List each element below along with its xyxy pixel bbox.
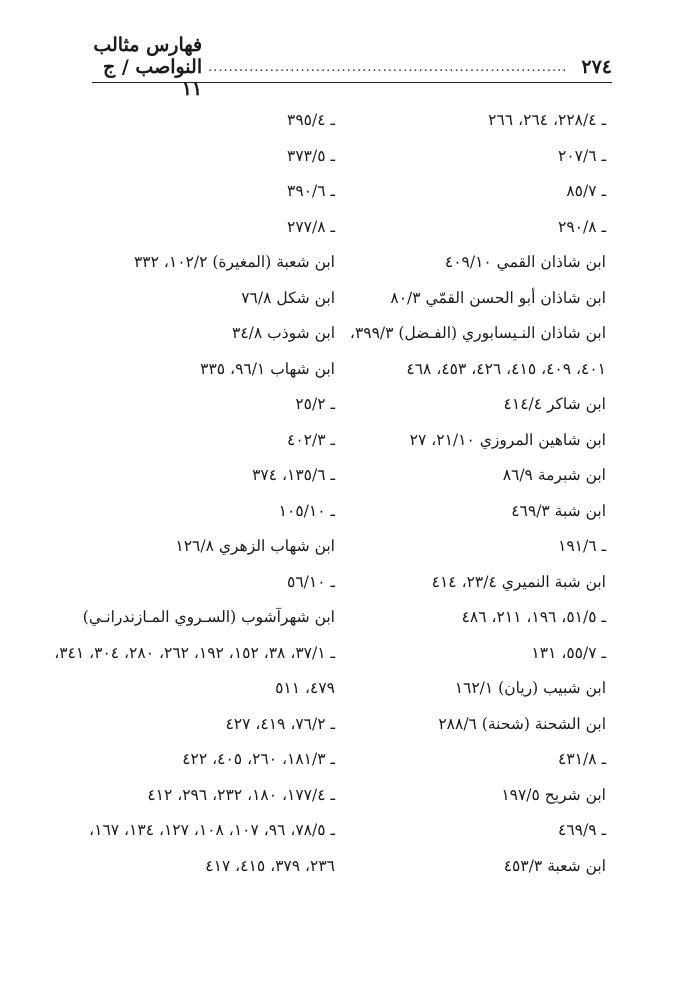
index-entry: ـ ٤٦٩/٩ <box>558 821 606 839</box>
index-entry: ٢٣٦، ٣٧٩، ٤١٥، ٤١٧ <box>205 856 335 875</box>
index-entry: ابن شعبة ٤٥٣/٣ <box>503 856 606 875</box>
index-entry: ـ ٧٦/٢، ٤١٩، ٤٢٧ <box>225 714 335 733</box>
index-entry: ابن شاكر ٤١٤/٤ <box>503 395 606 413</box>
index-entry: ابن شعبة (المغيرة) ١٠٢/٢، ٣٣٢ <box>133 253 335 271</box>
index-entry: ابن شهاب ٩٦/١، ٣٣٥ <box>200 359 335 378</box>
index-entry: ـ ٣٧٣/٥ <box>287 146 335 165</box>
index-entry: ـ ٨٥/٧ <box>566 182 606 200</box>
index-entry: ابن شبة ٤٦٩/٣ <box>511 501 606 520</box>
index-entry: ابن شهرآشوب (السـروي المـازندرانـي) <box>82 608 335 626</box>
index-entry: ابن شبيب (ريان) ١٦٢/١ <box>454 679 606 697</box>
index-entry: ٤٧٩، ٥١١ <box>275 679 335 697</box>
index-column-right <box>336 103 606 884</box>
index-entry: ابن شوذب ٣٤/٨ <box>232 324 335 342</box>
index-entry: ابن شهاب الزهري ١٢٦/٨ <box>175 537 335 555</box>
index-entry: ـ ٢٩٠/٨ <box>558 217 606 236</box>
index-entry: ـ ٧٨/٥، ٩٦، ١٠٧، ١٠٨، ١٢٧، ١٣٤، ١٦٧، <box>89 821 335 839</box>
index-entry: ـ ٥٥/٧، ١٣١ <box>531 643 606 662</box>
index-entry: ٤٠١، ٤٠٩، ٤١٥، ٤٢٦، ٤٥٣، ٤٦٨ <box>406 359 606 378</box>
index-entry: ابن الشحنة (شحنة) ٢٨٨/٦ <box>438 714 606 733</box>
index-entry: ابن شكل ٧٦/٨ <box>241 288 335 307</box>
index-entry: ـ ٢٧٧/٨ <box>287 217 335 236</box>
index-entry: ـ ٥٦/١٠ <box>287 572 335 591</box>
index-entry: ـ ١٣٥/٦، ٣٧٤ <box>252 466 335 484</box>
index-entry: ـ ٥١/٥، ١٩٦، ٢١١، ٤٨٦ <box>461 608 606 626</box>
index-entry: ابن شاهين المروزي ٢١/١٠، ٢٧ <box>409 430 606 449</box>
index-entry: ابن شاذان النـيسابوري (الفـضل) ٣٩٩/٣، <box>349 324 606 342</box>
page-header <box>92 34 612 100</box>
header-title: فهارس مثالب النواصب / ج ١١ <box>93 34 203 100</box>
index-entry: ابن شاذان أبو الحسن القمّي ٨٠/٣ <box>390 288 606 307</box>
index-entry: ـ ٢٠٧/٦ <box>558 146 606 165</box>
index-entry: ابن شاذان القمي ٤٠٩/١٠ <box>444 253 606 271</box>
index-entry: ـ ١٨١/٣، ٢٦٠، ٤٠٥، ٤٢٢ <box>182 750 335 768</box>
index-entry: ابن شبرمة ٨٦/٩ <box>502 466 606 484</box>
index-entry: ـ ٢٢٨/٤، ٢٦٤، ٢٦٦ <box>488 111 606 129</box>
index-entry: ـ ١٧٧/٤، ١٨٠، ٢٣٢، ٢٩٦، ٤١٢ <box>147 785 335 804</box>
index-entry: ـ ١٩١/٦ <box>558 537 606 555</box>
index-entry: ـ ٣٩٠/٦ <box>287 182 335 200</box>
index-entry: ـ ٣٩٥/٤ <box>287 111 335 129</box>
index-entry: ابن شبة النميري ٢٣/٤، ٤١٤ <box>431 572 606 591</box>
index-column-left <box>35 103 335 884</box>
index-entry: ـ ٤٣١/٨ <box>558 750 606 768</box>
index-entry: ـ ٣٧/١، ٣٨، ١٥٢، ١٩٢، ٢٦٢، ٢٨٠، ٣٠٤، ٣٤١، <box>54 643 335 662</box>
index-entry: ـ ٢٥/٢ <box>295 395 335 413</box>
index-entry: ابن شريح ١٩٧/٥ <box>501 785 606 804</box>
header-leader-dots: ...................................................................... <box>208 59 568 75</box>
index-entry: ـ ٤٠٢/٣ <box>287 430 335 449</box>
page-number: ٢٧٤ <box>581 56 612 78</box>
index-entry: ـ ١٠٥/١٠ <box>278 501 335 520</box>
